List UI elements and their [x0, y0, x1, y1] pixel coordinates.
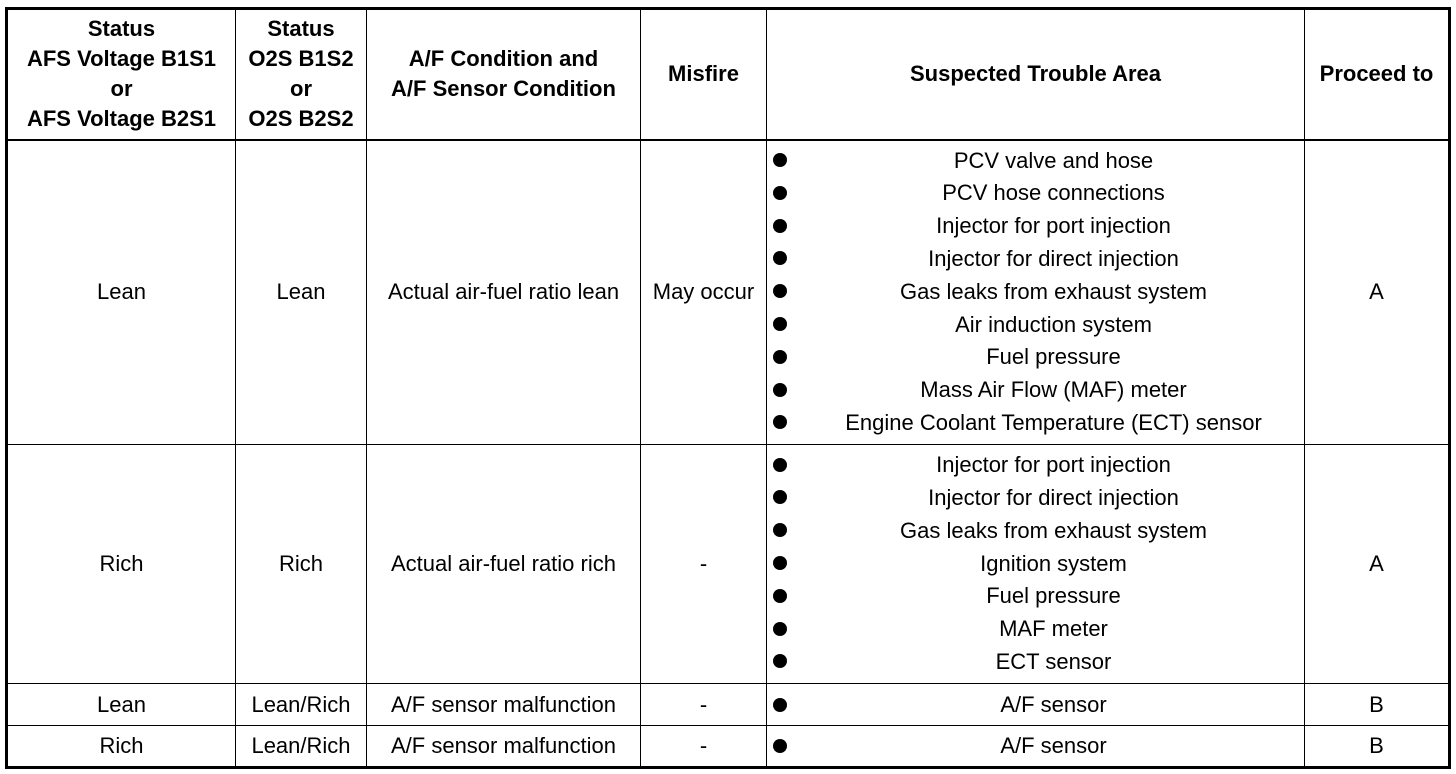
diagnostic-table [5, 7, 1451, 769]
list-item-text: Ignition system [980, 550, 1127, 576]
cell-o2s: Lean/Rich [236, 684, 367, 726]
list-item [771, 374, 1300, 407]
cell-afs: Lean [7, 684, 236, 726]
cell-afs: Lean [7, 140, 236, 445]
header-proceed: Proceed to [1305, 9, 1450, 140]
trouble-area-list [771, 145, 1300, 440]
cell-condition: A/F sensor malfunction [367, 684, 641, 726]
list-item [771, 449, 1300, 482]
cell-condition: A/F sensor malfunction [367, 726, 641, 768]
list-item [771, 482, 1300, 515]
cell-trouble-area [767, 684, 1305, 726]
header-o2s-line: Status [267, 16, 335, 42]
cell-trouble-area [767, 726, 1305, 768]
bullet-icon [773, 458, 787, 472]
list-item [771, 276, 1300, 309]
bullet-icon [773, 153, 787, 167]
list-item-text: Injector for port injection [936, 213, 1171, 239]
cell-misfire: - [641, 445, 767, 684]
cell-proceed: B [1305, 684, 1450, 726]
header-afs-line: AFS Voltage B1S1 [26, 46, 217, 72]
list-item-text: Gas leaks from exhaust system [900, 278, 1207, 304]
cell-proceed: A [1305, 445, 1450, 684]
bullet-icon [773, 186, 787, 200]
table-row [7, 140, 1450, 445]
header-o2s-line: or [290, 76, 312, 102]
bullet-icon [773, 556, 787, 570]
list-item [771, 580, 1300, 613]
header-afs-status [7, 9, 236, 140]
trouble-area-list [771, 690, 1300, 720]
cell-condition: Actual air-fuel ratio lean [367, 140, 641, 445]
header-afs-line: Status [87, 16, 156, 42]
bullet-icon [773, 622, 787, 636]
list-item [771, 309, 1300, 342]
table-row [7, 445, 1450, 684]
header-afs-line: AFS Voltage B2S1 [26, 106, 217, 132]
list-item-text: Fuel pressure [986, 344, 1121, 370]
list-item-text: Engine Coolant Temperature (ECT) sensor [845, 410, 1262, 436]
list-item [771, 341, 1300, 374]
list-item [771, 613, 1300, 646]
table-row [7, 726, 1450, 768]
header-afs-line: or [110, 76, 133, 102]
header-o2s-line: O2S B2S2 [248, 106, 354, 132]
list-item [771, 407, 1300, 440]
cell-trouble-area [767, 445, 1305, 684]
trouble-area-list [771, 731, 1300, 761]
bullet-icon [773, 589, 787, 603]
cell-proceed: B [1305, 726, 1450, 768]
bullet-icon [773, 284, 787, 298]
cell-o2s: Lean/Rich [236, 726, 367, 768]
list-item-text: Injector for port injection [936, 452, 1171, 478]
list-item-text: Fuel pressure [986, 583, 1121, 609]
cell-misfire: May occur [641, 140, 767, 445]
cell-afs: Rich [7, 726, 236, 768]
header-misfire: Misfire [641, 9, 767, 140]
bullet-icon [773, 490, 787, 504]
list-item-text: A/F sensor [1000, 733, 1107, 758]
list-item [771, 646, 1300, 679]
bullet-icon [773, 698, 787, 712]
list-item [771, 177, 1300, 210]
list-item [771, 210, 1300, 243]
cell-misfire: - [641, 684, 767, 726]
list-item [771, 515, 1300, 548]
list-item-text: Injector for direct injection [928, 246, 1179, 272]
list-item-text: A/F sensor [1000, 691, 1107, 717]
list-item [771, 243, 1300, 276]
header-condition-line: A/F Condition and [408, 46, 599, 72]
list-item [771, 548, 1300, 581]
list-item-text: PCV hose connections [942, 180, 1165, 206]
cell-afs: Rich [7, 445, 236, 684]
cell-proceed: A [1305, 140, 1450, 445]
bullet-icon [773, 219, 787, 233]
bullet-icon [773, 523, 787, 537]
list-item-text: Injector for direct injection [928, 485, 1179, 510]
list-item [771, 731, 1300, 761]
bullet-icon [773, 350, 787, 364]
list-item-text: Air induction system [955, 311, 1152, 337]
bullet-icon [773, 383, 787, 397]
table-row [7, 684, 1450, 726]
bullet-icon [773, 739, 787, 753]
bullet-icon [773, 251, 787, 265]
list-item-text: ECT sensor [995, 648, 1112, 674]
cell-trouble-area [767, 140, 1305, 445]
header-trouble-area: Suspected Trouble Area [767, 9, 1305, 140]
list-item-text: PCV valve and hose [953, 147, 1154, 173]
bullet-icon [773, 415, 787, 429]
header-row [7, 9, 1450, 140]
header-condition-line: A/F Sensor Condition [391, 76, 616, 102]
list-item [771, 690, 1300, 720]
list-item [771, 145, 1300, 178]
trouble-area-list [771, 449, 1300, 679]
header-o2s-status [236, 9, 367, 140]
list-item-text: Mass Air Flow (MAF) meter [920, 377, 1187, 403]
cell-misfire: - [641, 726, 767, 768]
list-item-text: MAF meter [999, 616, 1108, 642]
bullet-icon [773, 654, 787, 668]
cell-o2s: Lean [236, 140, 367, 445]
header-condition [367, 9, 641, 140]
cell-condition: Actual air-fuel ratio rich [367, 445, 641, 684]
header-o2s-line: O2S B1S2 [248, 46, 354, 72]
cell-o2s: Rich [236, 445, 367, 684]
list-item-text: Gas leaks from exhaust system [900, 517, 1207, 543]
bullet-icon [773, 317, 787, 331]
